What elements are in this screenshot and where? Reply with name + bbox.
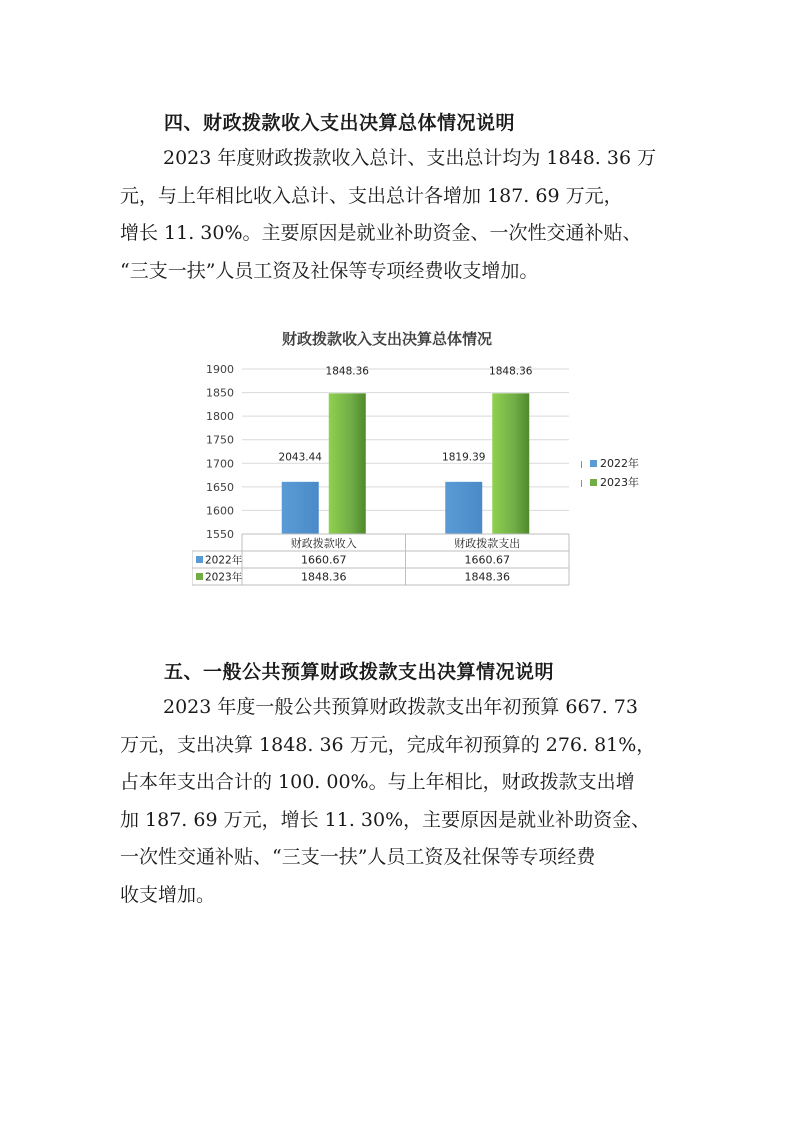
budget-chart-svg <box>192 322 582 592</box>
category-label: 财政拨款支出 <box>454 537 521 550</box>
paragraph-line: 加 187. 69 万元，增长 11. 30%，主要原因是就业补助资金、 <box>120 808 651 831</box>
chart-title: 财政拨款收入支出决算总体情况 <box>281 330 493 348</box>
category-label: 财政拨款收入 <box>290 537 357 550</box>
table-cell: 1660.67 <box>301 553 347 567</box>
paragraph-line: 元，与上年相比收入总计、支出总计各增加 187. 69 万元， <box>120 184 623 207</box>
paragraph-line: 占本年支出合计的 100. 00%。与上年相比，财政拨款支出增 <box>120 771 635 793</box>
data-label: 1848.36 <box>489 365 533 378</box>
paragraph-line: 一次性交通补贴、“三支一扶”人员工资及社保等专项经费 <box>120 846 596 868</box>
table-cell: 1660.67 <box>464 553 510 567</box>
section-5-heading: 五、一般公共预算财政拨款支出决算情况说明 <box>164 661 555 683</box>
bar <box>329 393 366 534</box>
y-tick-label: 1750 <box>206 433 234 447</box>
bar <box>492 393 529 534</box>
table-series-label: 2022年 <box>205 554 243 567</box>
legend-item <box>590 455 639 471</box>
section-4-heading: 四、财政拨款收入支出决算总体情况说明 <box>164 112 516 134</box>
paragraph-line: 增长 11. 30%。主要原因是就业补助资金、一次性交通补贴、 <box>120 222 642 244</box>
legend-item <box>590 474 639 490</box>
table-cell: 1848.36 <box>301 570 347 584</box>
data-label: 2043.44 <box>278 451 322 464</box>
y-tick-label: 1800 <box>206 410 234 424</box>
y-tick-label: 1600 <box>206 504 234 518</box>
section-5-paragraph <box>120 689 680 914</box>
legend-swatch <box>590 479 597 486</box>
table-series-label: 2023年 <box>205 571 243 584</box>
budget-chart <box>192 322 639 592</box>
paragraph-line: 万元，支出决算 1848. 36 万元，完成年初预算的 276. 81%， <box>120 733 656 756</box>
legend-swatch <box>590 460 597 467</box>
paragraph-line: “三支一扶”人员工资及社保等专项经费收支增加。 <box>120 259 539 282</box>
y-tick-label: 1700 <box>206 457 234 471</box>
legend-swatch <box>581 480 582 487</box>
paragraph-line: 收支增加。 <box>120 883 216 906</box>
y-tick-label: 1850 <box>206 386 234 400</box>
table-legend-swatch <box>196 556 203 563</box>
y-tick-label: 1900 <box>206 363 234 376</box>
legend-swatch <box>581 461 582 468</box>
legend-label: 2022年 <box>600 457 639 470</box>
legend-label: 2023年 <box>600 476 639 489</box>
data-label: 1819.39 <box>442 451 486 464</box>
bar <box>445 482 482 534</box>
section-4-paragraph <box>120 140 680 290</box>
table-cell: 1848.36 <box>464 570 510 584</box>
y-tick-label: 1550 <box>206 528 234 541</box>
paragraph-line: 2023 年度财政拨款收入总计、支出总计均为 1848. 36 万 <box>163 147 657 169</box>
y-tick-label: 1650 <box>206 480 234 494</box>
paragraph-line: 2023 年度一般公共预算财政拨款支出年初预算 667. 73 <box>163 696 638 718</box>
table-legend-swatch <box>196 573 203 580</box>
bar <box>282 482 319 534</box>
data-label: 1848.36 <box>325 365 369 378</box>
